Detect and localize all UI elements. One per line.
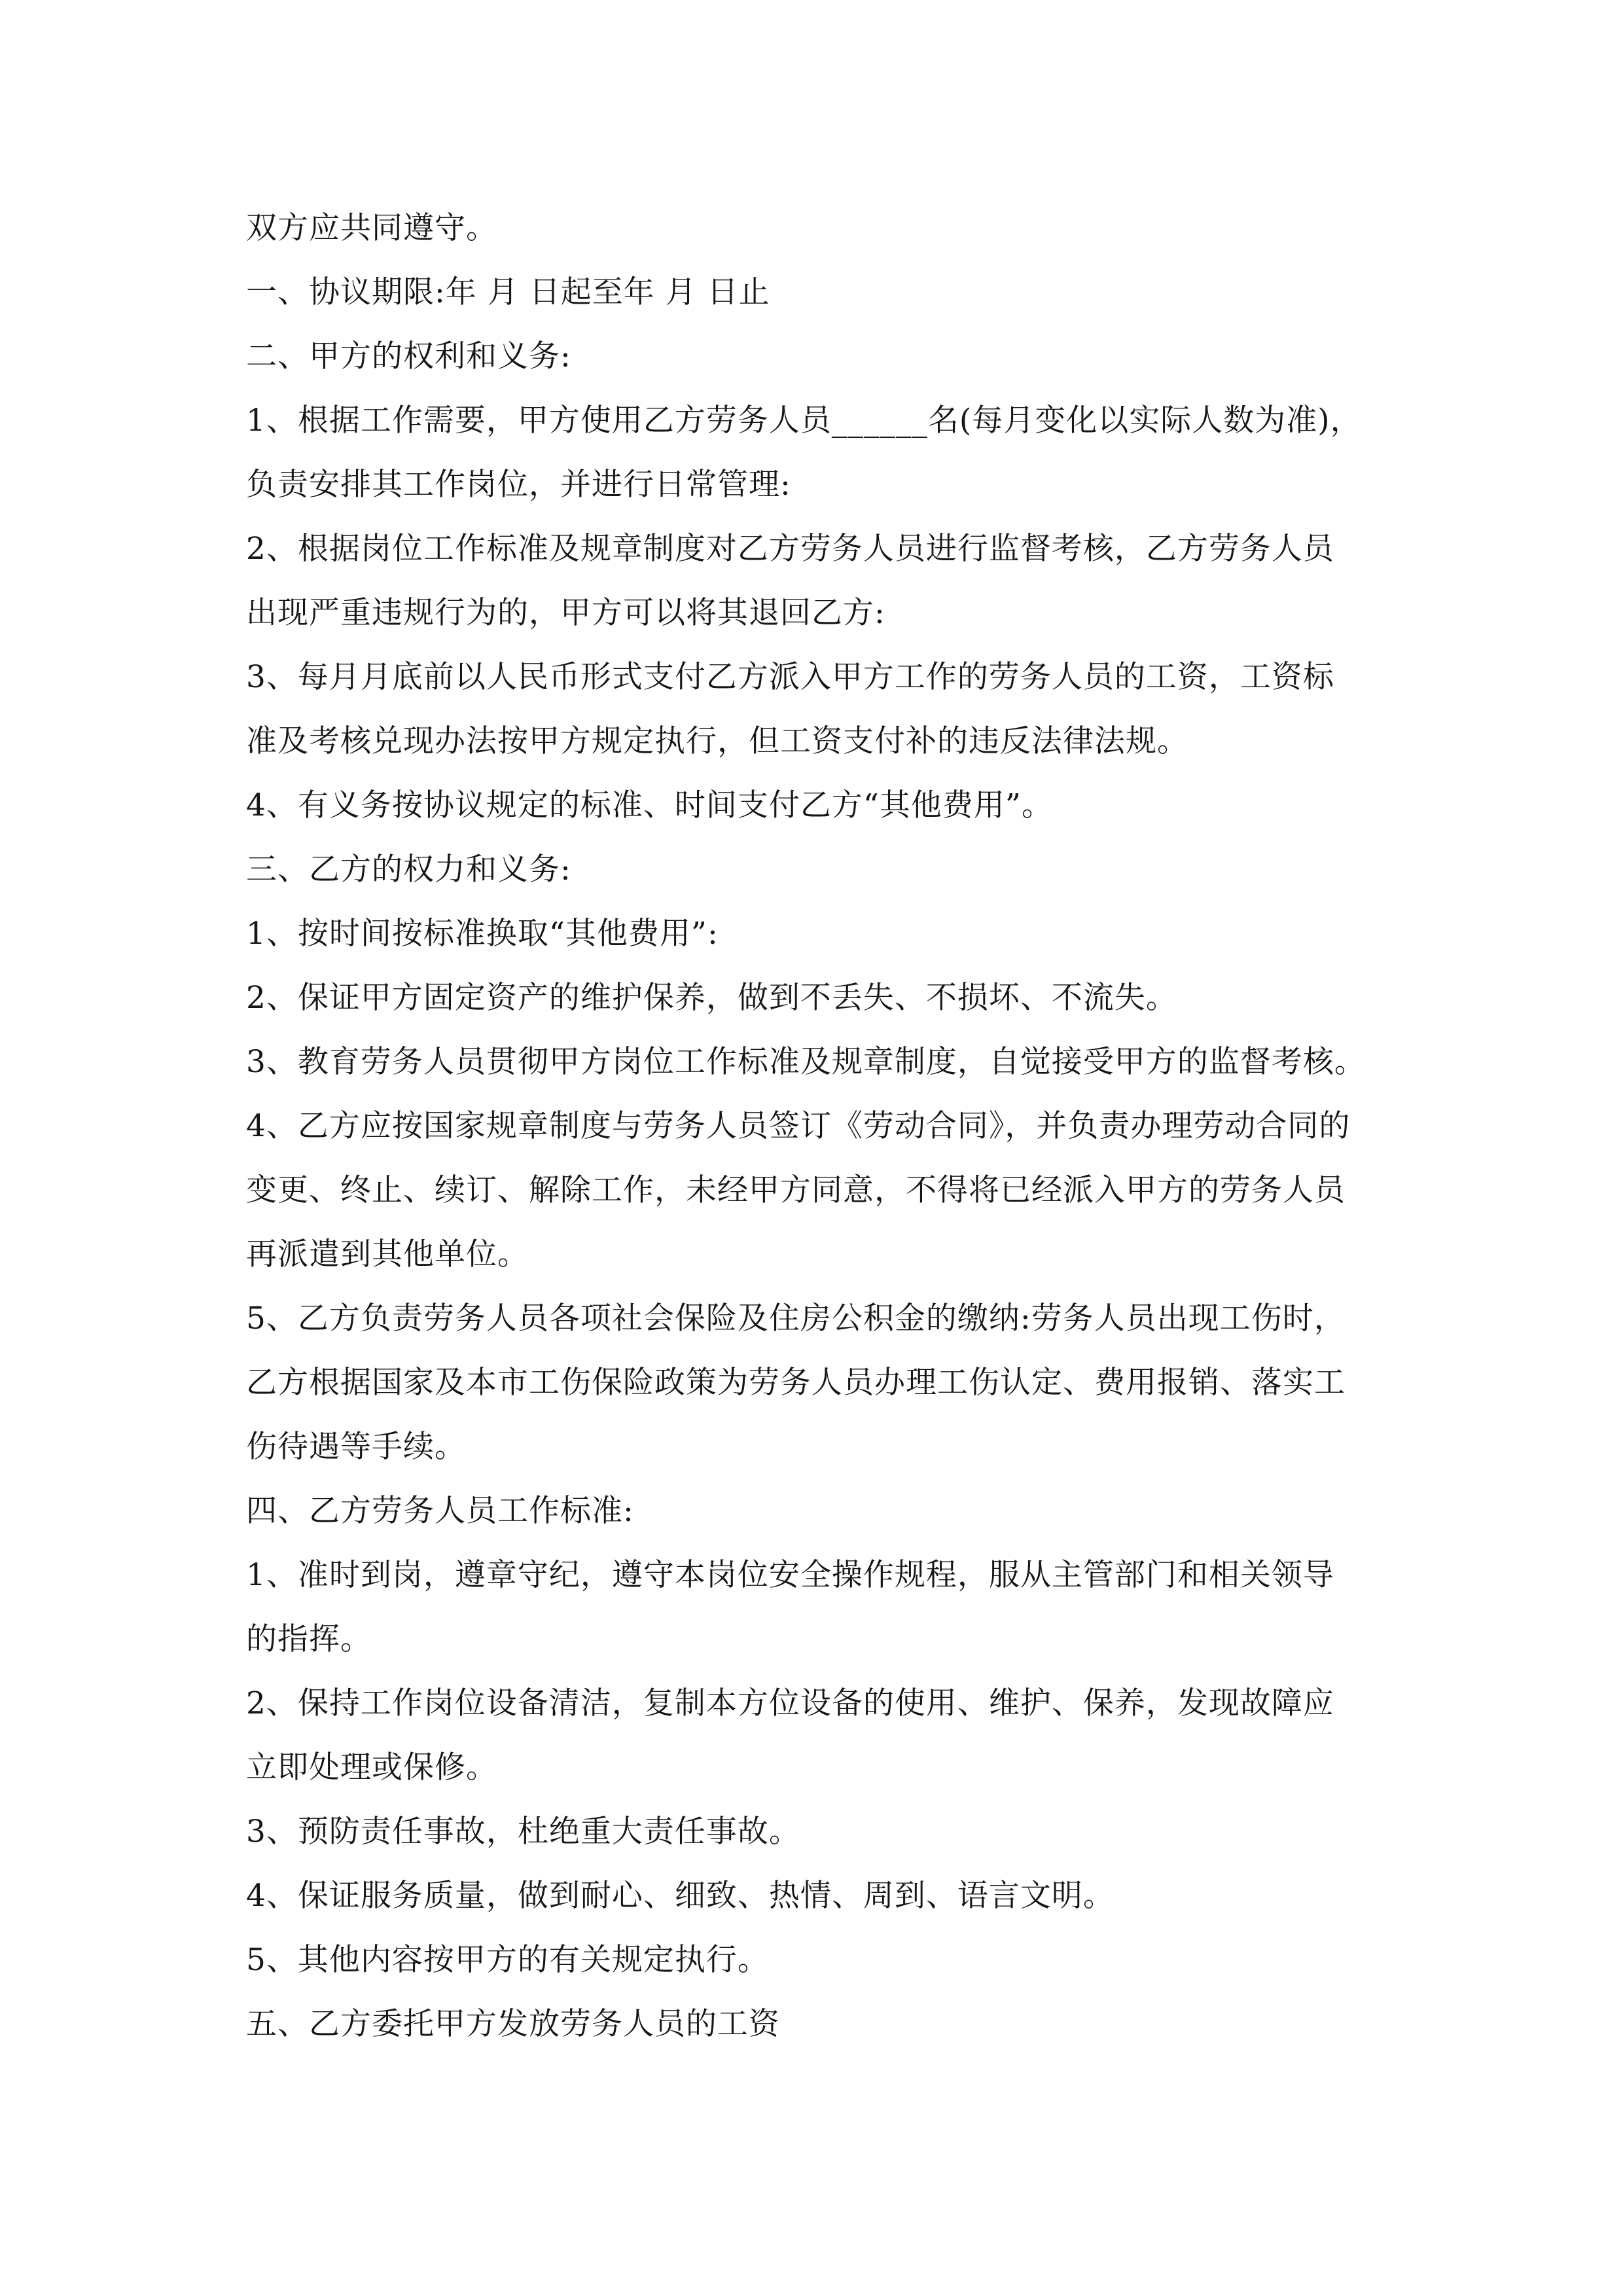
text-line: 1、按时间按标准换取“其他费用”: — [246, 916, 719, 952]
text-line: 伤待遇等手续。 — [246, 1429, 466, 1465]
text-line: 2、根据岗位工作标准及规章制度对乙方劳务人员进行监督考核，乙方劳务人员 — [246, 531, 1334, 567]
text-line: 2、保持工作岗位设备清洁，复制本方位设备的使用、维护、保养，发现故障应 — [246, 1685, 1334, 1721]
text-line: 变更、终止、续订、解除工作，未经甲方同意，不得将已经派入甲方的劳务人员 — [246, 1172, 1346, 1208]
text-line: 1、根据工作需要，甲方使用乙方劳务人员______名(每月变化以实际人数为准)， — [246, 403, 1362, 439]
text-line: 准及考核兑现办法按甲方规定执行，但工资支付补的违反法律法规。 — [246, 723, 1188, 759]
section-heading: 五、乙方委托甲方发放劳务人员的工资 — [246, 2006, 780, 2042]
text-line: 乙方根据国家及本市工伤保险政策为劳务人员办理工伤认定、费用报销、落实工 — [246, 1365, 1346, 1401]
text-line: 再派遣到其他单位。 — [246, 1236, 529, 1272]
section-heading: 三、乙方的权力和义务: — [246, 852, 571, 888]
text-line: 负责安排其工作岗位，并进行日常管理: — [246, 467, 791, 503]
text-line: 4、保证服务质量，做到耐心、细致、热情、周到、语言文明。 — [246, 1878, 1115, 1914]
text-line: 4、乙方应按国家规章制度与劳务人员签订《劳动合同》，并负责办理劳动合同的 — [246, 1108, 1351, 1144]
text-line: 双方应共同遵守。 — [246, 210, 497, 246]
text-line: 4、有义务按协议规定的标准、时间支付乙方“其他费用”。 — [246, 787, 1053, 823]
section-heading: 四、乙方劳务人员工作标准: — [246, 1493, 634, 1529]
text-line: 出现严重违规行为的，甲方可以将其退回乙方: — [246, 595, 885, 631]
text-line: 一、协议期限:年 月 日起至年 月 日止 — [246, 274, 770, 310]
text-line: 5、乙方负责劳务人员各项社会保险及住房公积金的缴纳:劳务人员出现工伤时， — [246, 1300, 1346, 1336]
text-line: 1、准时到岗，遵章守纪，遵守本岗位安全操作规程，服从主管部门和相关领导 — [246, 1557, 1334, 1593]
text-line: 立即处理或保修。 — [246, 1749, 497, 1785]
text-line: 3、预防责任事故，杜绝重大责任事故。 — [246, 1814, 800, 1850]
text-line: 2、保证甲方固定资产的维护保养，做到不丢失、不损坏、不流失。 — [246, 980, 1177, 1016]
text-line: 3、每月月底前以人民币形式支付乙方派入甲方工作的劳务人员的工资，工资标 — [246, 659, 1334, 695]
section-heading: 二、甲方的权利和义务: — [246, 338, 571, 374]
document-body — [246, 196, 1411, 2056]
text-line: 3、教育劳务人员贯彻甲方岗位工作标准及规章制度，自觉接受甲方的监督考核。 — [246, 1044, 1366, 1080]
text-line: 5、其他内容按甲方的有关规定执行。 — [246, 1942, 769, 1978]
text-line: 的指挥。 — [246, 1621, 372, 1657]
